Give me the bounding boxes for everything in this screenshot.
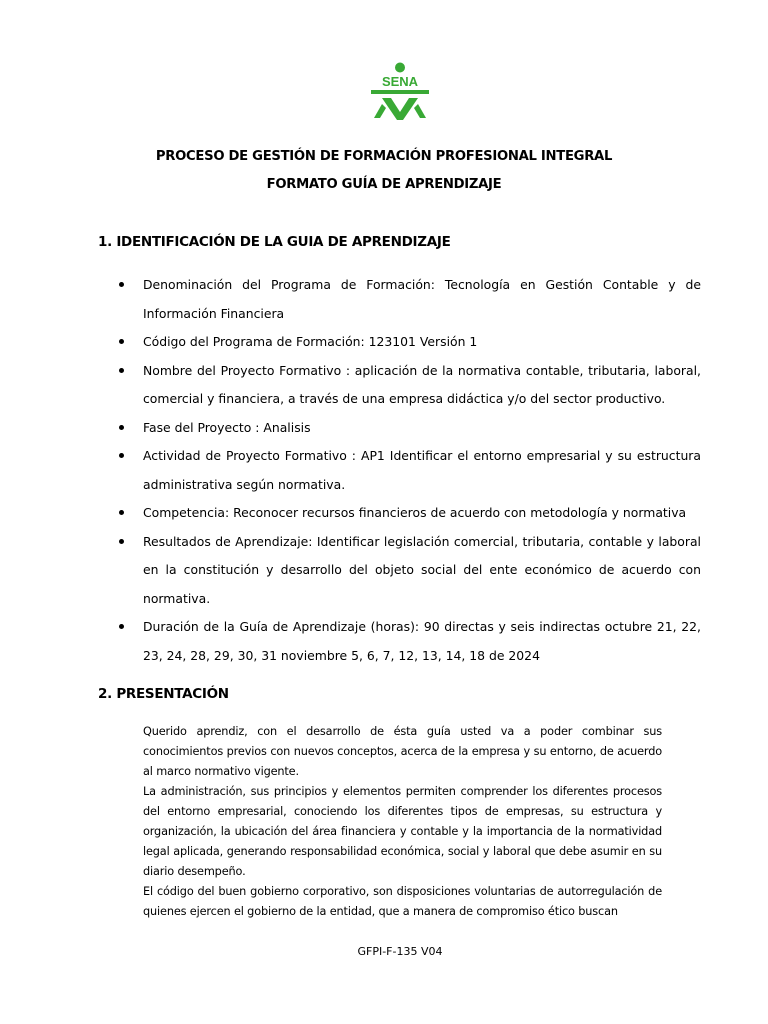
section1-heading: 1. IDENTIFICACIÓN DE LA GUIA DE APRENDIZAJE <box>98 234 451 250</box>
paragraph: La administración, sus principios y elementos permiten comprender los diferentes procesos del entorno empresarial, conociendo los diferentes tipos de empresas, su estructura y organización, la ubicación del área financiera y contable y la importancia de la normatividad legal aplicada, generando responsabilidad económica, social y laboral que debe asumir en su diario desempeño. <box>143 785 662 878</box>
list-item: Duración de la Guía de Aprendizaje (horas): 90 directas y seis indirectas octubre 21, 22, 23, 24, 28, 29, 30, 31 noviembre 5, 6, 7, 12, 13, 14, 18 de 2024 <box>143 613 701 670</box>
list-item: Fase del Proyecto : Analisis <box>143 414 701 443</box>
document-title-line1: PROCESO DE GESTIÓN DE FORMACIÓN PROFESIONAL INTEGRAL <box>155 149 613 164</box>
list-item: Código del Programa de Formación: 123101 Versión 1 <box>143 328 701 357</box>
sena-logo <box>368 62 432 124</box>
list-item: Resultados de Aprendizaje: Identificar legislación comercial, tributaria, contable y laboral en la constitución y desarrollo del objeto social del ente económico de acuerdo con normativa. <box>143 528 701 614</box>
paragraph: El código del buen gobierno corporativo, son disposiciones voluntarias de autorregulación de quienes ejercen el gobierno de la entidad, que a manera de compromiso ético buscan <box>143 885 662 918</box>
list-item: Competencia: Reconocer recursos financieros de acuerdo con metodología y normativa <box>143 499 701 528</box>
document-title-line2: FORMATO GUÍA DE APRENDIZAJE <box>266 177 502 192</box>
sena-logo-text: SENA <box>381 74 419 89</box>
section2-heading: 2. PRESENTACIÓN <box>98 686 229 702</box>
footer-code: GFPI-F-135 V04 <box>357 945 443 958</box>
sena-logo-icon <box>368 62 432 124</box>
identification-list <box>143 271 701 670</box>
paragraph: Querido aprendiz, con el desarrollo de ésta guía usted va a poder combinar sus conocimientos previos con nuevos conceptos, acerca de la empresa y su entorno, de acuerdo al marco normativo vigente. <box>143 725 662 778</box>
presentation-text <box>143 722 662 922</box>
list-item: Actividad de Proyecto Formativo : AP1 Identificar el entorno empresarial y su estructura administrativa según normativa. <box>143 442 701 499</box>
list-item: Nombre del Proyecto Formativo : aplicación de la normativa contable, tributaria, laboral, comercial y financiera, a través de una empresa didáctica y/o del sector productivo. <box>143 357 701 414</box>
list-item: Denominación del Programa de Formación: Tecnología en Gestión Contable y de Información Financiera <box>143 271 701 328</box>
